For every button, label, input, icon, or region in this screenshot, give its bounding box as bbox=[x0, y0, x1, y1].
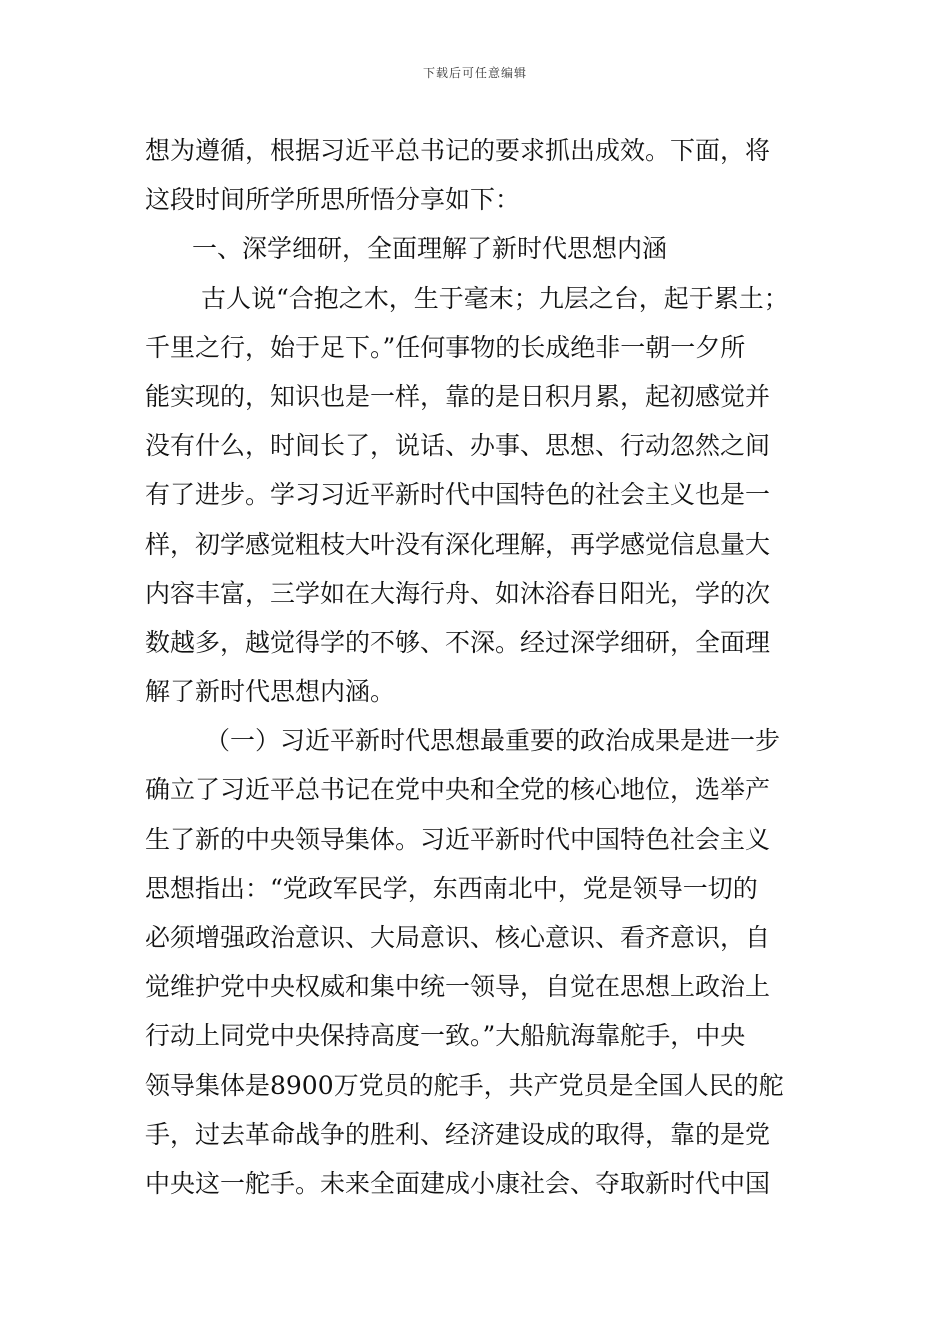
text-line: 生了新的中央领导集体。习近平新时代中国特色社会主义 bbox=[145, 824, 771, 854]
text-line: 思想指出：“党政军民学，东西南北中，党是领导一切的 bbox=[145, 873, 758, 903]
text-line: 有了进步。学习习近平新时代中国特色的社会主义也是一 bbox=[145, 480, 771, 510]
page-header: 下载后可任意编辑 bbox=[422, 66, 527, 80]
text-line: 手，过去革命战争的胜利、经济建设成的取得，靠的是党 bbox=[145, 1119, 771, 1149]
text-line: 想为遵循，根据习近平总书记的要求抓出成效。下面，将 bbox=[145, 136, 771, 165]
text-line: 领导集体是8900万党员的舵手，共产党员是全国人民的舵 bbox=[145, 1070, 784, 1100]
text-line: 中央这一舵手。未来全面建成小康社会、夺取新时代中国 bbox=[145, 1168, 771, 1198]
text-line: 没有什么，时间长了，说话、办事、思想、行动忽然之间 bbox=[145, 431, 771, 461]
text-line: 数越多，越觉得学的不够、不深。经过深学细研，全面理 bbox=[145, 627, 771, 657]
text-line: 千里之行，始于足下。”任何事物的长成绝非一朝一夕所 bbox=[145, 332, 746, 362]
subsection-heading: （一）习近平新时代思想最重要的政治成果是进一步 bbox=[205, 726, 781, 756]
text-line: 解了新时代思想内涵。 bbox=[145, 677, 396, 707]
text-line: 确立了习近平总书记在党中央和全党的核心地位，选举产 bbox=[145, 775, 771, 805]
text-line: 样，初学感觉粗枝大叶没有深化理解，再学感觉信息量大 bbox=[145, 529, 771, 559]
text-line: 古人说“合抱之木，生于毫末；九层之台，起于累土； bbox=[201, 283, 789, 313]
text-line: 行动上同党中央保持高度一致。”大船航海靠舵手，中央 bbox=[145, 1021, 746, 1051]
text-line: 觉维护党中央权威和集中统一领导，自觉在思想上政治上 bbox=[145, 972, 771, 1002]
text-line: 能实现的，知识也是一样，靠的是日积月累，起初感觉并 bbox=[145, 381, 771, 411]
text-line: 必须增强政治意识、大局意识、核心意识、看齐意识，自 bbox=[145, 923, 771, 952]
section-heading: 一、深学细研，全面理解了新时代思想内涵 bbox=[192, 234, 668, 264]
text-line: 内容丰富，三学如在大海行舟、如沐浴春日阳光，学的次 bbox=[145, 578, 771, 608]
document-body bbox=[145, 126, 815, 1208]
text-line: 这段时间所学所思所悟分享如下： bbox=[145, 185, 521, 215]
